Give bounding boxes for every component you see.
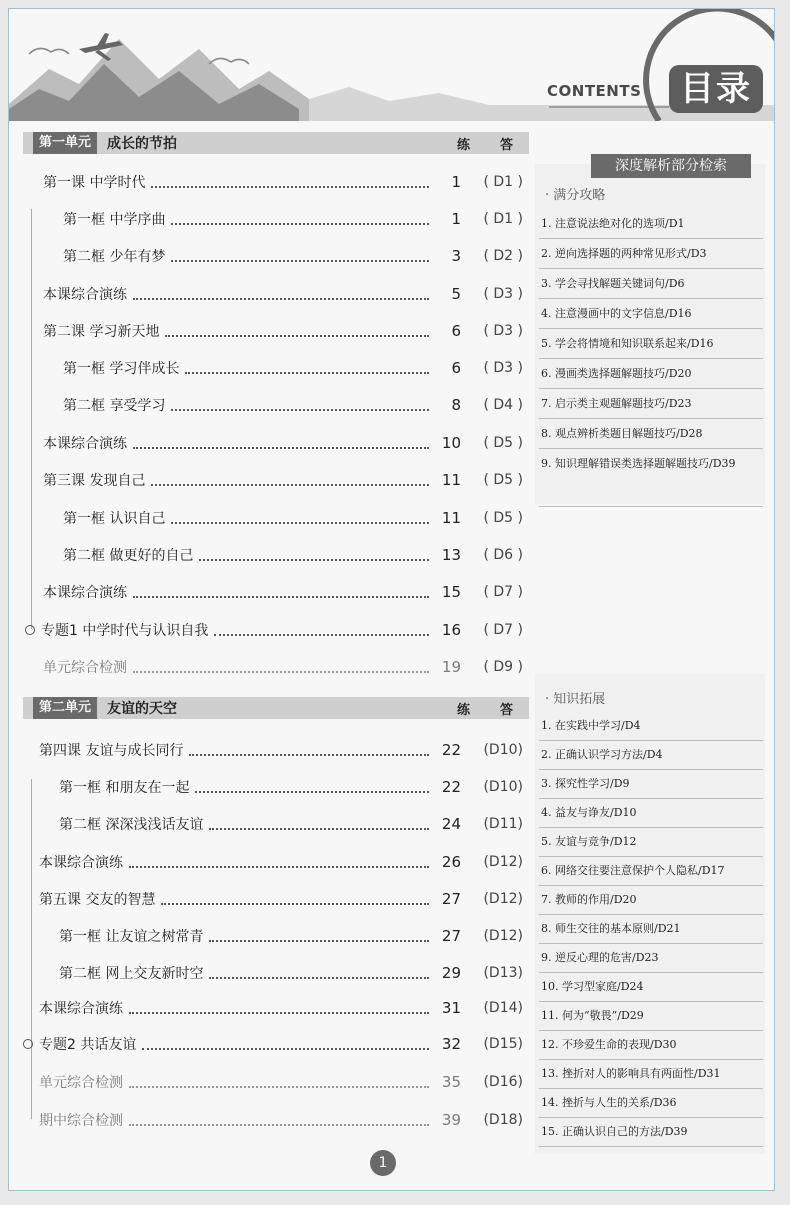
leader-dots [214,634,429,636]
toc-answer-ref: ( D3 ) [483,323,523,339]
toc-label: 本课综合演练 [39,1001,123,1017]
section-title-extension: · 知识拓展 [545,692,606,707]
bullet-icon [23,1039,33,1049]
toc-answer-ref: ( D7 ) [483,622,523,638]
index-item[interactable]: 2. 正确认识学习方法/D4 [539,741,763,770]
toc-row[interactable] [9,320,523,342]
toc-page-num: 6 [451,322,461,340]
leader-dots [195,791,429,793]
leader-dots [171,522,429,524]
toc-row[interactable] [9,813,523,835]
toc-page-num: 31 [441,999,461,1017]
toc-answer-ref: ( D6 ) [483,547,523,563]
leader-dots [133,671,429,673]
toc-answer-ref: ( D9 ) [483,659,523,675]
toc-label: 第三课 发现自己 [43,473,146,489]
index-item[interactable]: 7. 启示类主观题解题技巧/D23 [539,390,763,419]
toc-page-num: 1 [451,210,461,228]
toc-label: 本课综合演练 [43,287,127,303]
toc-label: 第一框 和朋友在一起 [59,780,190,796]
toc-answer-ref: ( D5 ) [483,510,523,526]
leader-dots [129,1086,429,1088]
leader-dots [133,298,429,300]
toc-label: 第二框 享受学习 [63,398,166,414]
toc-page-num: 29 [441,964,461,982]
toc-label: 专题2 共话友谊 [39,1037,137,1053]
leader-dots [129,1012,429,1014]
toc-page-num: 32 [441,1035,461,1053]
leader-dots [199,559,429,561]
toc-answer-ref: ( D7 ) [483,584,523,600]
index-item[interactable]: 4. 注意漫画中的文字信息/D16 [539,300,763,329]
toc-page-num: 19 [441,658,461,676]
toc-label: 本课综合演练 [39,855,123,871]
index-item[interactable]: 12. 不珍爱生命的表现/D30 [539,1031,763,1060]
toc-row[interactable] [9,656,523,678]
toc-row[interactable] [9,739,523,761]
bullet-icon [25,625,35,635]
toc-row[interactable] [9,245,523,267]
toc-page-num: 13 [441,546,461,564]
toc-label: 第二框 深深浅浅话友谊 [59,817,204,833]
toc-row[interactable] [9,925,523,947]
leader-dots [129,866,429,868]
leader-dots [151,484,429,486]
leader-dots [171,260,429,262]
toc-page-num: 27 [441,890,461,908]
toc-label: 本课综合演练 [43,585,127,601]
index-item[interactable]: 13. 挫折对人的影响具有两面性/D31 [539,1060,763,1089]
toc-answer-ref: ( D3 ) [483,286,523,302]
toc-label: 专题1 中学时代与认识自我 [41,623,209,639]
toc-row[interactable] [9,997,523,1019]
toc-label: 第一框 让友谊之树常青 [59,929,204,945]
toc-page-num: 6 [451,359,461,377]
toc-page-num: 16 [441,621,461,639]
toc-answer-ref: (D11) [483,816,523,832]
toc-page-num: 35 [441,1073,461,1091]
toc-row[interactable] [9,1109,523,1131]
unit-header-2 [23,697,529,719]
leader-dots [165,335,429,337]
index-item[interactable]: 2. 逆向选择题的两种常见形式/D3 [539,240,763,269]
toc-label: 第四课 友谊与成长同行 [39,743,184,759]
toc-label: 第五课 交友的智慧 [39,892,156,908]
toc-page-num: 22 [441,778,461,796]
toc-row[interactable] [9,544,523,566]
index-item[interactable]: 11. 何为“敬畏”/D29 [539,1002,763,1031]
toc-page-num: 11 [441,509,461,527]
toc-label: 单元综合检测 [39,1075,123,1091]
leader-dots [185,372,429,374]
toc-page-num: 27 [441,927,461,945]
toc-label: 第二框 网上交友新时空 [59,966,204,982]
toc-page-num: 22 [441,741,461,759]
toc-answer-ref: (D12) [483,891,523,907]
leader-dots [209,940,429,942]
col-answer: 答 [499,137,513,153]
leader-dots [189,754,429,756]
toc-label: 第一框 中学序曲 [63,212,166,228]
toc-page-num: 11 [441,471,461,489]
toc-label: 第一框 认识自己 [63,511,166,527]
toc-label: 单元综合检测 [43,660,127,676]
contents-word: CONTENTS [547,82,642,100]
vertical-rule [31,209,32,629]
index-item[interactable]: 14. 挫折与人生的关系/D36 [539,1089,763,1118]
toc-page-num: 8 [451,396,461,414]
index-item[interactable]: 6. 网络交往要注意保护个人隐私/D17 [539,857,763,886]
toc-answer-ref: ( D3 ) [483,360,523,376]
toc-row[interactable] [9,776,523,798]
toc-page-num: 5 [451,285,461,303]
toc-answer-ref: ( D1 ) [483,174,523,190]
toc-page-num: 15 [441,583,461,601]
leader-dots [209,977,429,979]
toc-page-num: 26 [441,853,461,871]
toc-label: 第二框 少年有梦 [63,249,166,265]
toc-answer-ref: (D15) [483,1036,523,1052]
index-item[interactable]: 15. 正确认识自己的方法/D39 [539,1118,763,1147]
toc-row[interactable] [9,171,523,193]
toc-answer-ref: ( D4 ) [483,397,523,413]
toc-label: 第一课 中学时代 [43,175,146,191]
toc-label: 期中综合检测 [39,1113,123,1129]
index-item[interactable]: 9. 逆反心理的危害/D23 [539,944,763,973]
toc-answer-ref: ( D5 ) [483,472,523,488]
toc-label: 第二框 做更好的自己 [63,548,194,564]
leader-dots [133,596,429,598]
leader-dots [161,903,429,905]
leader-dots [142,1048,429,1050]
toc-row[interactable] [9,962,523,984]
leader-dots [209,828,429,830]
index-item[interactable]: 8. 观点辨析类题目解题技巧/D28 [539,420,763,449]
leader-dots [171,409,429,411]
unit-tag: 第二单元 [33,697,97,719]
index-item[interactable]: 9. 知识理解错误类选择题解题技巧/D39 [539,450,763,507]
toc-answer-ref: (D10) [483,742,523,758]
toc-list [9,9,534,1191]
toc-page-num: 24 [441,815,461,833]
toc-answer-ref: (D13) [483,965,523,981]
toc-row[interactable] [9,851,523,873]
toc-row[interactable] [9,581,523,603]
toc-row[interactable] [9,1071,523,1093]
toc-row[interactable] [9,1033,523,1055]
col-answer: 答 [499,702,513,718]
index-item[interactable]: 5. 友谊与竞争/D12 [539,828,763,857]
page-number: 1 [370,1150,396,1176]
toc-answer-ref: (D12) [483,928,523,944]
toc-row[interactable] [9,507,523,529]
index-item[interactable]: 10. 学习型家庭/D24 [539,973,763,1002]
index-item[interactable]: 5. 学会将情境和知识联系起来/D16 [539,330,763,359]
toc-page-num: 3 [451,247,461,265]
toc-answer-ref: ( D5 ) [483,435,523,451]
index-item[interactable]: 3. 探究性学习/D9 [539,770,763,799]
toc-label: 第一框 学习伴成长 [63,361,180,377]
leader-dots [133,447,429,449]
unit-columns [427,699,513,718]
toc-row[interactable] [9,357,523,379]
unit-title: 友谊的天空 [107,701,178,717]
index-item[interactable]: 6. 漫画类选择题解题技巧/D20 [539,360,763,389]
toc-row[interactable] [9,208,523,230]
toc-row[interactable] [9,432,523,454]
toc-row[interactable] [9,888,523,910]
toc-row[interactable] [9,283,523,305]
toc-row[interactable] [9,469,523,491]
toc-page [8,8,775,1191]
toc-row[interactable] [9,394,523,416]
toc-row[interactable] [9,619,523,641]
col-practice: 练 [456,137,470,153]
index-item[interactable]: 1. 注意说法绝对化的选项/D1 [539,210,763,239]
index-item[interactable]: 8. 师生交往的基本原则/D21 [539,915,763,944]
index-item[interactable]: 1. 在实践中学习/D4 [539,712,763,741]
page-title: 目录 [669,65,763,113]
toc-label: 本课综合演练 [43,436,127,452]
toc-answer-ref: ( D1 ) [483,211,523,227]
index-item[interactable]: 3. 学会寻找解题关键词句/D6 [539,270,763,299]
toc-page-num: 1 [451,173,461,191]
unit-columns [427,134,513,153]
col-practice: 练 [456,702,470,718]
toc-answer-ref: (D10) [483,779,523,795]
unit-tag: 第一单元 [33,132,97,154]
leader-dots [151,186,429,188]
toc-answer-ref: (D12) [483,854,523,870]
toc-page-num: 10 [441,434,461,452]
sidebar-heading: 深度解析部分检索 [591,154,751,178]
leader-dots [171,223,429,225]
toc-label: 第二课 学习新天地 [43,324,160,340]
toc-answer-ref: (D16) [483,1074,523,1090]
unit-header-1 [23,132,529,154]
leader-dots [129,1124,429,1126]
toc-page-num: 39 [441,1111,461,1129]
unit-title: 成长的节拍 [107,136,178,152]
section-title-tips: · 满分攻略 [545,188,606,203]
toc-answer-ref: (D18) [483,1112,523,1128]
toc-answer-ref: ( D2 ) [483,248,523,264]
toc-answer-ref: (D14) [483,1000,523,1016]
index-item[interactable]: 7. 教师的作用/D20 [539,886,763,915]
index-sidebar [535,154,765,1154]
index-item[interactable]: 4. 益友与诤友/D10 [539,799,763,828]
